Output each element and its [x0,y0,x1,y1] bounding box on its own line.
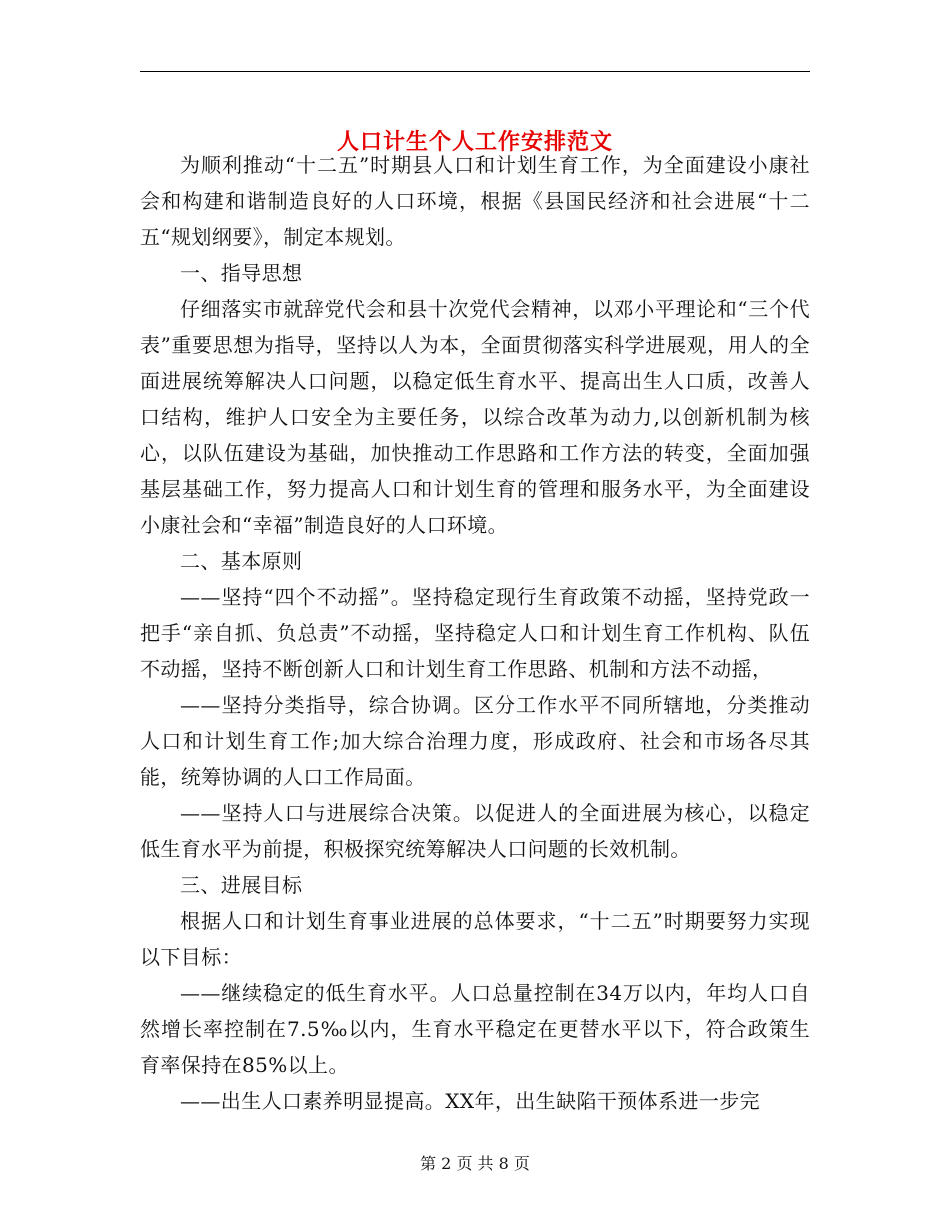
paragraph-principle-2: ——坚持分类指导，综合协调。区分工作水平不同所辖地，分类推动人口和计划生育工作;加大综合治理力度，形成政府、社会和市场各尽其能，统筹协调的人口工作局面。 [140,693,810,789]
document-body [140,147,810,1119]
section-heading-guiding-ideology: 一、指导思想 [180,261,303,285]
paragraph-principle-1: ——坚持“四个不动摇”。坚持稳定现行生育政策不动摇，坚持党政一把手“亲自抓、负总责”不动摇，坚持稳定人口和计划生育工作机构、队伍不动摇，坚持不断创新人口和计划生育工作思路、机制和方法不动摇， [140,585,810,681]
paragraph-intro: 为顺利推动“十二五”时期县人口和计划生育工作，为全面建设小康社会和构建和谐制造良好的人口环境，根据《县国民经济和社会进展“十二五“规划纲要》，制定本规划。 [140,153,810,249]
paragraph-guiding-ideology: 仔细落实市就辞党代会和县十次党代会精神，以邓小平理论和“三个代表”重要思想为指导，坚持以人为本，全面贯彻落实科学进展观，用人的全面进展统筹解决人口问题，以稳定低生育水平、提高出生人口质，改善人口结构，维护人口安全为主要任务，以综合改革为动力,以创新机制为核心，以队伍建设为基础，加快推动工作思路和工作方法的转变，全面加强基层基础工作，努力提高人口和计划生育的管理和服务水平，为全面建设小康社会和“幸福”制造良好的人口环境。 [140,297,810,537]
paragraph-goals-intro: 根据人口和计划生育事业进展的总体要求，“十二五”时期要努力实现以下目标： [140,909,810,969]
paragraph-goal-2: ——出生人口素养明显提高。XX年，出生缺陷干预体系进一步完 [180,1089,761,1113]
header-rule [140,71,810,72]
paragraph-goal-1: ——继续稳定的低生育水平。人口总量控制在34万以内，年均人口自然增长率控制在7.5‰以内，生育水平稳定在更替水平以下，符合政策生育率保持在85%以上。 [140,981,810,1077]
page-number: 第 2 页 共 8 页 [420,1154,530,1173]
section-heading-development-goals: 三、进展目标 [180,873,303,897]
section-heading-basic-principles: 二、基本原则 [180,549,303,573]
paragraph-principle-3: ——坚持人口与进展综合决策。以促进人的全面进展为核心，以稳定低生育水平为前提，积极探究统筹解决人口问题的长效机制。 [140,801,810,861]
document-title: 人口计生个人工作安排范文 [336,128,613,155]
